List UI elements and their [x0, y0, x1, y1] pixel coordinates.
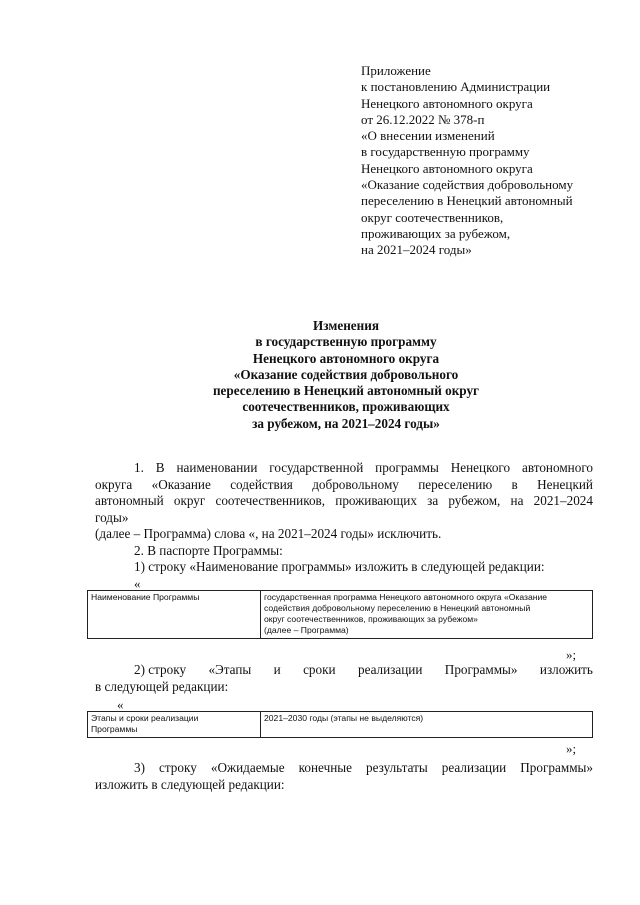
sub-item-3	[95, 760, 593, 793]
item-1-line: (далее – Программа) слова «, на 2021–2024 годы» исключить.	[95, 526, 442, 541]
table-value-line: содействия добровольному переселению в Ненецкий автономный	[264, 603, 531, 613]
table-label-line: Этапы и сроки реализации	[91, 713, 199, 723]
appendix-line: переселению в Ненецкий автономный	[361, 193, 573, 209]
table-value-line: округ соотечественников, проживающих за рубежом»	[264, 614, 478, 624]
sub-item-2-word: и	[273, 662, 281, 677]
table-row	[88, 591, 593, 639]
table-value-line: (далее – Программа)	[264, 625, 349, 635]
document-title	[0, 318, 640, 432]
appendix-line: от 26.12.2022 № 378-п	[361, 111, 485, 127]
appendix-line: на 2021–2024 годы»	[361, 242, 472, 258]
table-value-cell: 2021–2030 годы (этапы не выделяются)	[261, 712, 593, 738]
appendix-line: Ненецкого автономного округа	[361, 95, 533, 111]
quote-close-mark: »;	[566, 741, 577, 756]
item-1-line: 1. В наименовании государственной программы Ненецкого автономного	[134, 460, 593, 475]
table-row	[88, 712, 593, 738]
table-label-line: Программы	[91, 724, 138, 734]
title-line: Ненецкого автономного округа	[252, 350, 440, 366]
appendix-header	[361, 63, 573, 259]
quote-open-mark: «	[134, 576, 141, 591]
quote-open-mark: «	[117, 697, 124, 712]
title-line: соотечественников, проживающих	[242, 399, 450, 415]
title-line: за рубежом, на 2021–2024 годы»	[252, 415, 440, 431]
sub-item-2-line	[95, 662, 593, 679]
title-line: в государственную программу	[255, 334, 437, 350]
title-line: «Оказание содействия добровольного	[233, 366, 459, 382]
title-line: переселению в Ненецкий автономный округ	[212, 383, 480, 399]
appendix-line: округ соотечественников,	[361, 209, 504, 225]
item-1-line: годы»	[95, 509, 129, 525]
appendix-line: к постановлению Администрации	[361, 79, 551, 95]
sub-item-3-line: 3) строку «Ожидаемые конечные результаты реализации Программы»	[134, 760, 593, 775]
appendix-line: проживающих за рубежом,	[361, 225, 511, 241]
sub-item-2-word: реализации	[357, 662, 423, 677]
item-2: 2. В паспорте Программы:	[134, 542, 283, 558]
appendix-line: «О внесении изменений	[361, 128, 495, 144]
sub-item-2-line: в следующей редакции:	[95, 678, 229, 694]
sub-item-2-word: «Этапы	[208, 662, 252, 677]
program-name-table	[87, 590, 593, 639]
title-line: Изменения	[313, 318, 379, 333]
item-1-line: округа «Оказание содействия добровольному переселению в Ненецкий	[95, 476, 593, 492]
sub-item-2	[95, 662, 593, 695]
program-stages-table	[87, 711, 593, 738]
sub-item-3-line: изложить в следующей редакции:	[95, 776, 285, 792]
sub-item-2-word: сроки	[303, 662, 336, 677]
table-label-cell: Наименование Программы	[88, 591, 261, 639]
quote-close-mark: »;	[566, 647, 577, 662]
sub-item-2-word: 2) строку	[134, 662, 187, 677]
table-label-cell	[88, 712, 261, 738]
sub-item-1: 1) строку «Наименование программы» изложить в следующей редакции:	[134, 559, 545, 574]
appendix-line: в государственную программу	[361, 144, 530, 160]
sub-item-2-word: Программы»	[444, 662, 518, 677]
appendix-line: Ненецкого автономного округа	[361, 160, 533, 176]
item-1	[95, 460, 593, 576]
sub-item-2-word: изложить	[539, 662, 593, 677]
table-value-line: государственная программа Ненецкого автономного округа «Оказание	[264, 592, 548, 602]
table-value-cell	[261, 591, 593, 639]
appendix-line: «Оказание содействия добровольному	[361, 177, 574, 193]
item-1-line: автономный округ соотечественников, проживающих за рубежом, на 2021–2024	[95, 493, 593, 508]
appendix-line: Приложение	[361, 63, 431, 78]
